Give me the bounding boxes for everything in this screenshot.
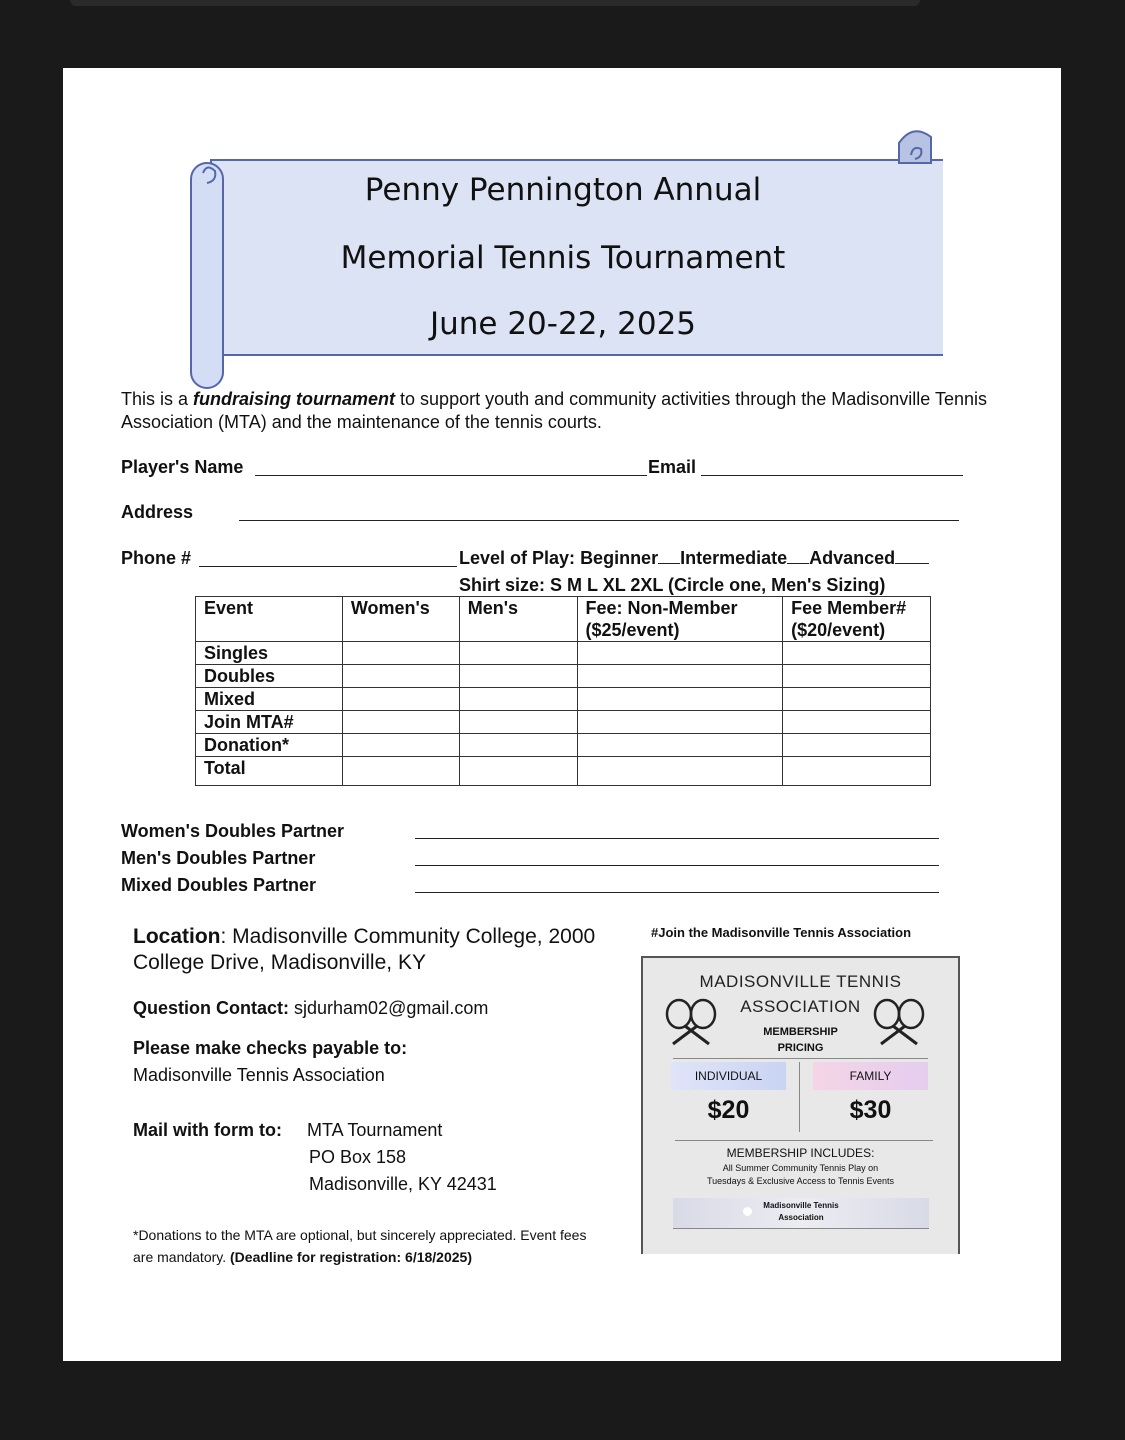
footnote xyxy=(133,1224,593,1268)
includes-line1: All Summer Community Tennis Play on xyxy=(722,1163,879,1173)
row-label: Join MTA# xyxy=(196,711,343,734)
location xyxy=(133,924,603,976)
card-title-line1: MADISONVILLE TENNIS xyxy=(699,972,902,991)
shirt-size: Shirt size: S M L XL 2XL (Circle one, Men's Sizing) xyxy=(459,575,886,595)
individual-price: $20 xyxy=(707,1096,750,1124)
table-cell[interactable] xyxy=(459,711,577,734)
individual-label: INDIVIDUAL xyxy=(671,1062,786,1090)
email-field[interactable] xyxy=(701,475,963,476)
table-cell[interactable] xyxy=(459,734,577,757)
table-cell[interactable] xyxy=(783,665,931,688)
row-label: Doubles xyxy=(196,665,343,688)
intro-text-start: This is a xyxy=(121,389,194,409)
card-divider-top xyxy=(673,1058,928,1059)
address-label: Address xyxy=(121,502,194,522)
womens-partner-label: Women's Doubles Partner xyxy=(121,821,344,841)
table-cell[interactable] xyxy=(783,734,931,757)
family-label: FAMILY xyxy=(813,1062,928,1090)
table-row xyxy=(196,665,931,688)
table-cell[interactable] xyxy=(577,688,783,711)
banner-date: June 20-22, 2025 xyxy=(429,306,697,342)
membership-card xyxy=(641,956,960,1254)
tennis-ball-icon xyxy=(743,1207,752,1216)
table-cell[interactable] xyxy=(577,665,783,688)
question-contact xyxy=(133,998,488,1019)
header-womens: Women's xyxy=(342,597,459,642)
table-cell[interactable] xyxy=(783,757,931,786)
table-cell[interactable] xyxy=(459,688,577,711)
includes-title: MEMBERSHIP INCLUDES: xyxy=(726,1146,875,1160)
level-intermediate: Intermediate xyxy=(680,548,788,568)
tennis-racket-right-icon xyxy=(871,998,927,1048)
table-cell[interactable] xyxy=(783,711,931,734)
table-row xyxy=(196,757,931,786)
table-cell[interactable] xyxy=(342,734,459,757)
card-footer xyxy=(673,1198,929,1229)
donation-note: *Donations to the MTA are optional, but sincerely appreciated. Event fees are mandatory. xyxy=(133,1227,587,1265)
mixed-partner-label: Mixed Doubles Partner xyxy=(121,875,317,895)
header-mens: Men's xyxy=(459,597,577,642)
family-price: $30 xyxy=(849,1096,892,1124)
intermediate-blank[interactable] xyxy=(787,563,809,564)
pricing-line2: PRICING xyxy=(777,1042,824,1054)
intro-text-end: to support youth and community activities through the Madisonville Tennis Association (MTA) and the maintenance of the tennis courts. xyxy=(121,389,988,432)
womens-partner-field[interactable] xyxy=(415,838,939,839)
contact-email[interactable]: sjdurham02@gmail.com xyxy=(294,998,489,1018)
pricing-line1: MEMBERSHIP xyxy=(763,1026,838,1038)
card-title-line2: ASSOCIATION xyxy=(740,997,861,1016)
table-cell[interactable] xyxy=(342,688,459,711)
table-cell[interactable] xyxy=(459,642,577,665)
flyer-page xyxy=(63,68,1061,1361)
table-header-row xyxy=(196,597,931,642)
table-cell[interactable] xyxy=(577,757,783,786)
banner-title-line2: Memorial Tennis Tournament xyxy=(340,240,786,276)
card-divider-mid xyxy=(799,1062,800,1132)
level-advanced: Advanced xyxy=(809,548,896,568)
email-label: Email xyxy=(648,457,697,477)
deadline: (Deadline for registration: 6/18/2025) xyxy=(230,1249,472,1265)
banner-title-line1: Penny Pennington Annual xyxy=(364,172,762,208)
includes-line2: Tuesdays & Exclusive Access to Tennis Events xyxy=(706,1176,895,1186)
table-cell[interactable] xyxy=(342,642,459,665)
mail-line1: MTA Tournament xyxy=(307,1120,443,1140)
table-cell[interactable] xyxy=(577,642,783,665)
header-fee-nonmember: Fee: Non-Member ($25/event) xyxy=(577,597,783,642)
row-label: Mixed xyxy=(196,688,343,711)
intro-emphasis: fundraising tournament xyxy=(193,389,396,409)
address-field[interactable] xyxy=(239,520,959,521)
location-label: Location xyxy=(133,925,221,948)
table-cell[interactable] xyxy=(577,711,783,734)
header-event: Event xyxy=(196,597,343,642)
row-label: Singles xyxy=(196,642,343,665)
table-row xyxy=(196,688,931,711)
contact-label: Question Contact: xyxy=(133,998,289,1018)
footer-line1: Madisonville Tennis xyxy=(763,1201,839,1210)
table-cell[interactable] xyxy=(342,757,459,786)
tennis-racket-left-icon xyxy=(663,998,719,1048)
advanced-blank[interactable] xyxy=(895,563,929,564)
phone-field[interactable] xyxy=(199,566,457,567)
mixed-partner-field[interactable] xyxy=(415,892,939,893)
mail-label: Mail with form to: xyxy=(133,1120,282,1140)
location-value: : Madisonville Community College, 2000 College Drive, Madisonville, KY xyxy=(133,925,596,974)
phone-label: Phone # xyxy=(121,548,192,568)
table-row xyxy=(196,734,931,757)
header-fee-member: Fee Member# ($20/event) xyxy=(783,597,931,642)
table-cell[interactable] xyxy=(342,665,459,688)
checks-payee: Madisonville Tennis Association xyxy=(133,1065,385,1085)
beginner-blank[interactable] xyxy=(658,563,680,564)
table-cell[interactable] xyxy=(783,642,931,665)
table-cell[interactable] xyxy=(342,711,459,734)
mail-line3: Madisonville, KY 42431 xyxy=(309,1174,497,1194)
row-label: Total xyxy=(196,757,343,786)
row-label: Donation* xyxy=(196,734,343,757)
mens-partner-label: Men's Doubles Partner xyxy=(121,848,316,868)
membership-caption: #Join the Madisonville Tennis Association xyxy=(651,925,912,940)
table-row xyxy=(196,642,931,665)
mail-line2: PO Box 158 xyxy=(309,1147,407,1167)
intro-paragraph xyxy=(121,388,1021,434)
level-beginner: Beginner xyxy=(580,548,659,568)
banner-text xyxy=(183,68,943,368)
player-name-label: Player's Name xyxy=(121,457,244,477)
player-name-field[interactable] xyxy=(255,475,647,476)
level-label: Level of Play: xyxy=(459,548,576,568)
checks-label: Please make checks payable to: xyxy=(133,1038,408,1058)
table-cell[interactable] xyxy=(459,665,577,688)
card-divider-bottom xyxy=(675,1140,933,1141)
footer-line2: Association xyxy=(778,1213,824,1222)
table-cell[interactable] xyxy=(577,734,783,757)
mens-partner-field[interactable] xyxy=(415,865,939,866)
table-cell[interactable] xyxy=(783,688,931,711)
level-of-play xyxy=(459,548,929,569)
table-row xyxy=(196,711,931,734)
registration-table xyxy=(195,596,931,786)
window-top-bar xyxy=(70,0,920,6)
table-cell[interactable] xyxy=(459,757,577,786)
